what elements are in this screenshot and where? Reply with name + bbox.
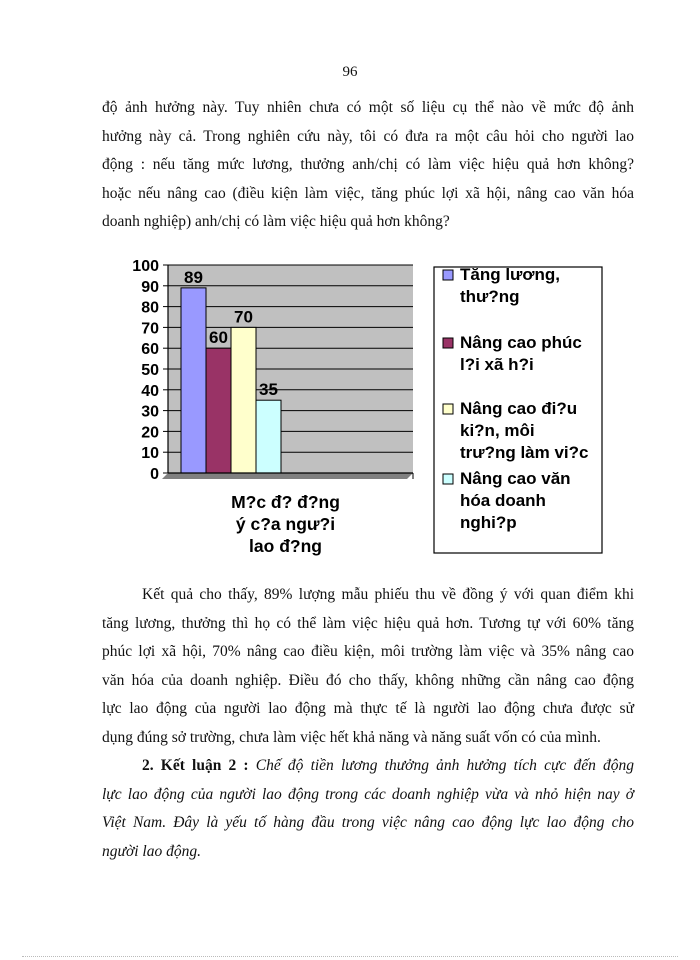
bar-value-label: 89 <box>184 267 203 287</box>
y-tick-label: 70 <box>141 320 159 338</box>
conclusion-first-line <box>102 752 634 781</box>
legend-swatch <box>443 474 453 484</box>
text-line: lực lao động của người lao động mà thực tế là người lao động chưa được sử <box>102 700 634 718</box>
bar <box>256 400 281 473</box>
y-tick-label: 100 <box>132 258 159 275</box>
y-tick-label: 10 <box>141 445 159 463</box>
legend-label: trư?ng làm vi?c <box>460 443 589 462</box>
x-category-label: M?c đ? đ?ng <box>231 492 340 512</box>
legend-label: ki?n, môi <box>460 421 535 440</box>
legend-label: Nâng cao văn <box>460 469 571 488</box>
text-line: động : nếu tăng mức lương, thưởng anh/chị có làm việc hiệu quả hơn không? <box>102 156 634 174</box>
bar-value-label: 70 <box>234 307 253 327</box>
text-line: tăng lương, thưởng thì họ có thể làm việc hiệu quả hơn. Tương tự với 60% tăng <box>102 614 634 632</box>
bar-value-label: 35 <box>259 380 278 400</box>
legend-swatch <box>443 404 453 414</box>
y-tick-label: 50 <box>141 362 159 379</box>
conclusion-heading: 2. Kết luận 2 : <box>142 757 249 774</box>
page-number: 96 <box>342 64 358 80</box>
plot-floor <box>162 473 413 479</box>
text-line: phúc lợi xã hội, 70% nâng cao điều kiện, môi trường làm việc và 35% nâng cao <box>102 643 634 661</box>
conclusion-text: Chế độ tiền lương thưởng ảnh hưởng tích cực đến động <box>255 757 634 774</box>
intro-paragraph <box>102 94 634 237</box>
text-line: văn hóa của doanh nghiệp. Điều đó cho thấy, không những cần nâng cao động <box>102 671 634 689</box>
text-line: hưởng này cả. Trong nghiên cứu này, tôi có đưa ra một câu hỏi cho người lao <box>102 127 634 145</box>
text-line: dụng đúng sở trường, chưa làm việc hết khả năng và năng suất vốn có của mình. <box>102 728 601 746</box>
y-tick-label: 0 <box>150 466 159 483</box>
text-line: lực lao động của người lao động trong các doanh nghiệp vừa và nhỏ hiện nay ở <box>102 785 634 803</box>
conclusion-paragraph <box>102 752 634 866</box>
y-tick-label: 40 <box>141 382 159 400</box>
bar <box>181 288 206 473</box>
bar <box>231 327 256 473</box>
page-bottom-divider <box>22 956 678 957</box>
legend-swatch <box>443 338 453 348</box>
legend-label: l?i xã h?i <box>460 355 534 374</box>
text-line: người lao động. <box>102 842 201 860</box>
x-category-label: lao đ?ng <box>249 536 322 556</box>
legend-label: Nâng cao phúc <box>460 333 582 352</box>
legend-label: thư?ng <box>460 287 520 306</box>
text-line: độ ảnh hưởng này. Tuy nhiên chưa có một số liệu cụ thể nào về mức độ ảnh <box>102 99 634 116</box>
legend-label: nghi?p <box>460 513 517 532</box>
bar-value-label: 60 <box>209 328 228 348</box>
text-line: Kết quả cho thấy, 89% lượng mẫu phiếu thu về đồng ý với quan điểm khi <box>142 586 634 603</box>
y-tick-label: 30 <box>141 403 159 421</box>
y-tick-label: 20 <box>141 424 159 442</box>
text-line: Việt Nam. Đây là yếu tố hàng đầu trong việc nâng cao động lực lao động cho <box>102 814 634 832</box>
y-tick-label: 60 <box>141 341 159 359</box>
y-tick-label: 80 <box>141 299 159 317</box>
text-line: hoặc nếu nâng cao (điều kiện làm việc, tăng phúc lợi xã hội, nâng cao văn hóa <box>102 184 634 202</box>
bar <box>206 348 231 473</box>
legend-label: Nâng cao đi?u <box>460 399 578 418</box>
results-paragraph <box>102 581 634 753</box>
x-category-label: ý c?a ngư?i <box>235 514 336 534</box>
y-tick-label: 90 <box>141 278 159 296</box>
legend-label: hóa doanh <box>460 491 546 510</box>
text-line: doanh nghiệp) anh/chị có làm việc hiệu quả hơn không? <box>102 213 450 231</box>
legend-label: Tăng lương, <box>460 265 560 284</box>
bar-chart <box>112 250 612 570</box>
legend-swatch <box>443 270 453 280</box>
